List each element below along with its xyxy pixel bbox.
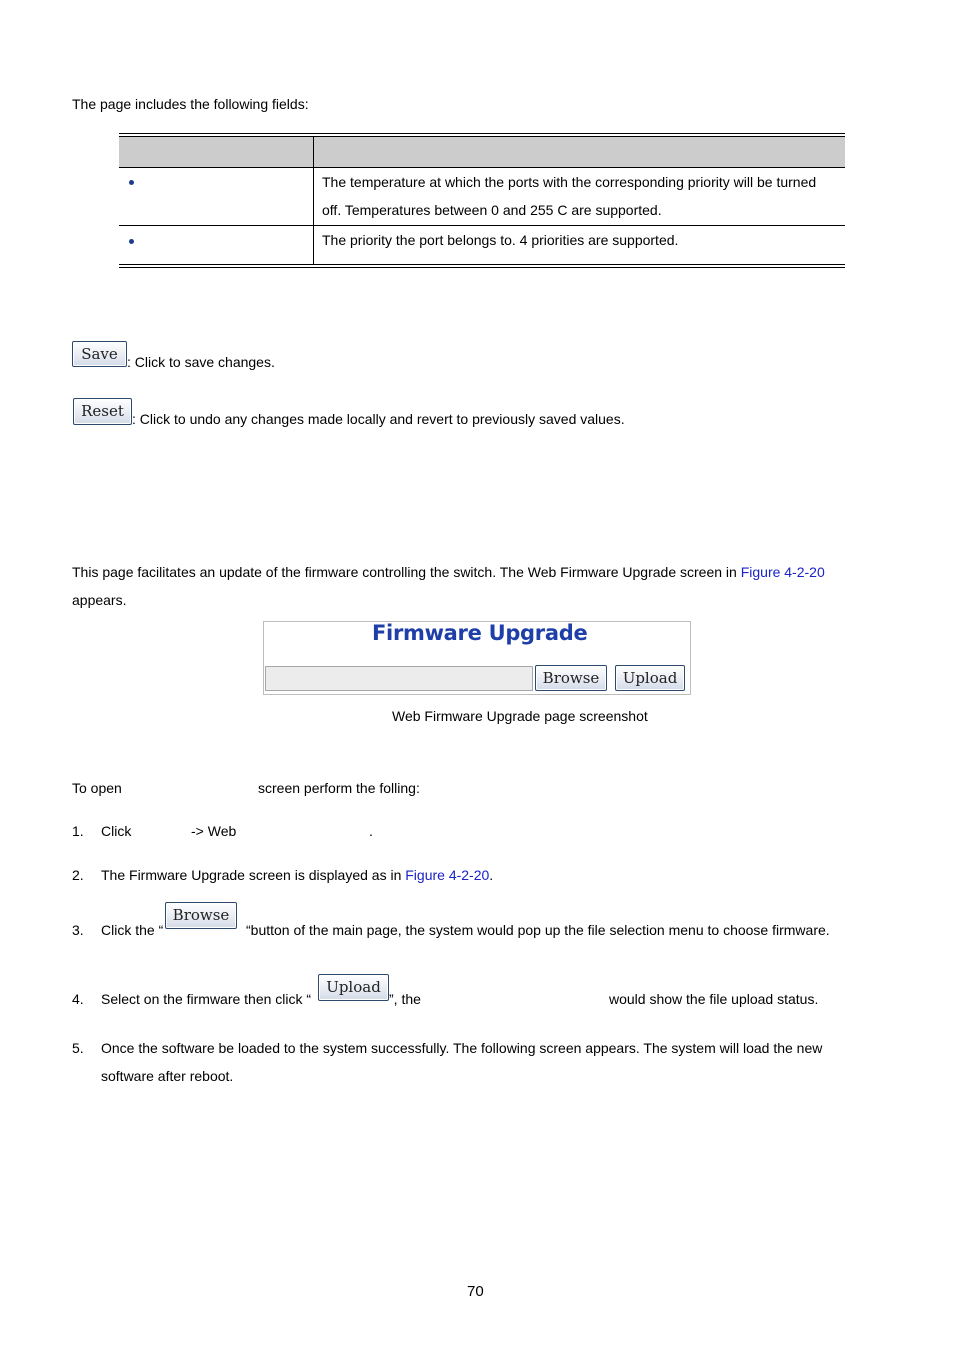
- table-header-row: [119, 137, 845, 168]
- bullet-icon: [129, 239, 134, 244]
- table-row-1-description: The temperature at which the ports with the corresponding priority will be turned: [322, 174, 817, 190]
- step-3-browse-button[interactable]: Browse: [165, 902, 237, 929]
- save-description: : Click to save changes.: [127, 354, 275, 370]
- step-4-number: 4.: [72, 991, 84, 1007]
- step-3-suffix: “button of the main page, the system would pop up the file selection menu to choose firmware.: [246, 922, 830, 938]
- open-instructions-prefix: To open: [72, 780, 122, 796]
- step-2-sentence: The Firmware Upgrade screen is displayed as in: [101, 867, 402, 883]
- reset-description: : Click to undo any changes made locally and revert to previously saved values.: [132, 411, 625, 427]
- step-5-text: Once the software be loaded to the system successfully. The following screen appears. The system will load the new: [101, 1040, 823, 1056]
- upload-button[interactable]: Upload: [615, 665, 685, 691]
- step-4-middle: ”, the: [389, 991, 421, 1007]
- figure-caption: Web Firmware Upgrade page screenshot: [392, 708, 648, 724]
- page-number: 70: [467, 1283, 484, 1300]
- step-4-upload-button[interactable]: Upload: [318, 974, 389, 1001]
- table-row-2-description: The priority the port belongs to. 4 priorities are supported.: [322, 232, 679, 248]
- reset-button[interactable]: Reset: [73, 398, 132, 425]
- table-bottom-rule-2: [119, 267, 845, 268]
- step-5-number: 5.: [72, 1040, 84, 1056]
- step-4-prefix: Select on the firmware then click “: [101, 991, 312, 1007]
- firmware-upgrade-title: Firmware Upgrade: [372, 621, 588, 645]
- step-4-suffix: would show the file upload status.: [609, 991, 819, 1007]
- save-button[interactable]: Save: [72, 341, 127, 367]
- bullet-icon: [129, 180, 134, 185]
- step-1-number: 1.: [72, 823, 84, 839]
- step-1-period: .: [369, 823, 373, 839]
- table-bottom-rule: [119, 264, 845, 265]
- step-2-figure-link[interactable]: Figure 4-2-20: [405, 867, 490, 883]
- step-3-prefix: Click the “: [101, 922, 164, 938]
- step-2-text: [101, 866, 493, 884]
- table-column-divider: [313, 137, 314, 264]
- firmware-intro-cont: appears.: [72, 592, 127, 608]
- firmware-intro-sentence: This page facilitates an update of the firmware controlling the switch. The Web Firmware Upgrade screen in: [72, 564, 737, 580]
- step-5-text-cont: software after reboot.: [101, 1068, 234, 1084]
- step-2-period: .: [489, 867, 494, 883]
- step-1-click: Click: [101, 823, 132, 839]
- step-2-number: 2.: [72, 867, 84, 883]
- table-top-rule: [119, 133, 845, 134]
- figure-link[interactable]: Figure 4-2-20: [740, 564, 825, 580]
- step-3-number: 3.: [72, 922, 84, 938]
- open-instructions-suffix: screen perform the folling:: [258, 780, 420, 796]
- step-1-path: -> Web: [191, 823, 237, 839]
- file-path-input[interactable]: [265, 666, 533, 691]
- table-row-1-description-cont: off. Temperatures between 0 and 255 C are supported.: [322, 202, 662, 218]
- table-row-divider: [119, 225, 845, 226]
- firmware-intro-text: [72, 563, 825, 581]
- intro-text: The page includes the following fields:: [72, 96, 309, 112]
- browse-button[interactable]: Browse: [535, 665, 607, 691]
